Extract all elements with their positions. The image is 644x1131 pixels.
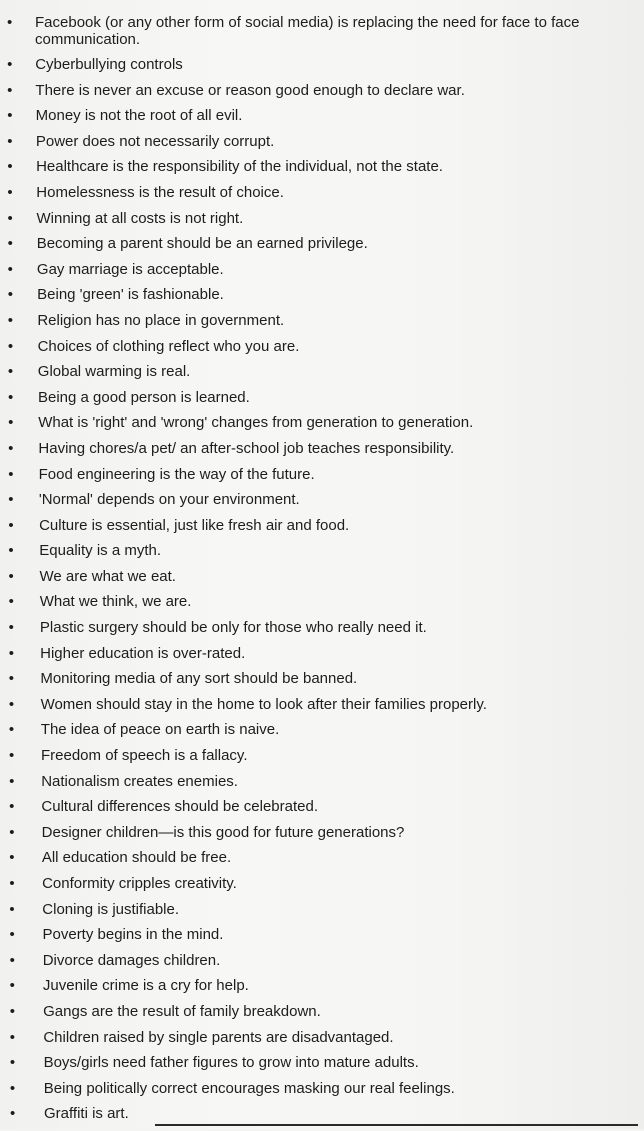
list-item — [0, 645, 644, 671]
list-item-text: We are what we eat. — [39, 567, 176, 585]
topic-list — [0, 14, 644, 1131]
list-item — [0, 107, 644, 133]
list-item-text: Equality is a myth. — [39, 542, 161, 560]
list-item — [0, 696, 644, 722]
list-item-text: 'Normal' depends on your environment. — [38, 491, 300, 509]
list-item — [0, 158, 644, 184]
bullet-marker: • — [7, 183, 13, 201]
bullet-marker: • — [8, 721, 15, 739]
list-item — [0, 338, 644, 364]
list-item-text: Being a good person is learned. — [38, 388, 250, 406]
list-item-text: Plastic surgery should be only for those who really need it. — [39, 619, 427, 637]
list-item-text: Designer children—is this good for future generations? — [41, 823, 405, 841]
list-item — [0, 184, 644, 210]
bullet-marker: • — [9, 798, 15, 816]
list-item-text: Global warming is real. — [37, 363, 191, 381]
bullet-marker: • — [8, 465, 14, 483]
bullet-marker: • — [8, 695, 15, 713]
list-item — [0, 1105, 644, 1131]
bullet-marker: • — [7, 337, 14, 355]
bullet-marker: • — [7, 260, 13, 278]
list-item — [0, 773, 644, 799]
list-item — [0, 312, 644, 338]
list-item — [0, 926, 644, 952]
list-item — [0, 849, 644, 875]
list-item — [0, 133, 644, 159]
bullet-marker: • — [7, 363, 14, 381]
list-item-text: Homelessness is the result of choice. — [36, 183, 284, 201]
list-item-text: Children raised by single parents are disadvantaged. — [43, 1028, 394, 1046]
list-item — [0, 414, 644, 440]
list-item — [0, 977, 644, 1003]
bullet-marker: • — [8, 414, 14, 432]
list-item — [0, 1029, 644, 1055]
list-item-text: Poverty begins in the mind. — [42, 926, 224, 944]
bullet-marker: • — [7, 235, 13, 253]
list-item — [0, 670, 644, 696]
bullet-marker: • — [7, 158, 13, 176]
list-item-text: What is 'right' and 'wrong' changes from generation to generation. — [38, 414, 474, 432]
list-item-text: Cultural differences should be celebrated. — [41, 798, 318, 816]
list-item-text: Food engineering is the way of the future. — [38, 465, 315, 483]
list-item — [0, 824, 644, 850]
list-item-text: Juvenile crime is a cry for help. — [42, 977, 249, 995]
bullet-marker: • — [7, 107, 13, 125]
list-item — [0, 210, 644, 236]
bullet-marker: • — [9, 1028, 16, 1046]
bullet-marker: • — [9, 747, 15, 765]
list-item — [0, 261, 644, 287]
list-item — [0, 363, 644, 389]
bullet-marker: • — [7, 56, 13, 73]
bullet-marker: • — [7, 311, 14, 329]
bullet-marker: • — [7, 14, 13, 31]
list-item-text: Choices of clothing reflect who you are. — [37, 337, 300, 355]
bullet-marker: • — [9, 875, 15, 892]
list-item — [0, 491, 644, 517]
bullet-marker: • — [8, 439, 14, 457]
list-item — [0, 517, 644, 543]
list-item-text: Cyberbullying controls — [35, 56, 183, 73]
bullet-marker: • — [7, 81, 13, 99]
bullet-marker: • — [9, 823, 15, 841]
bullet-marker: • — [7, 209, 13, 227]
list-item-text: Divorce damages children. — [42, 951, 221, 969]
bullet-marker: • — [8, 670, 15, 688]
bullet-marker: • — [9, 1079, 16, 1097]
bullet-marker: • — [10, 1105, 16, 1123]
list-item-text: Gangs are the result of family breakdown. — [43, 1002, 321, 1020]
bullet-marker: • — [9, 1002, 15, 1020]
list-item-text: Boys/girls need father figures to grow into mature adults. — [43, 1054, 419, 1072]
bullet-marker: • — [9, 772, 15, 790]
list-item-text: Facebook (or any other form of social media) is replacing the need for face to face communication. — [35, 14, 580, 48]
list-item — [0, 747, 644, 773]
bottom-rule — [155, 1124, 638, 1126]
list-item — [0, 389, 644, 415]
list-item-text: Monitoring media of any sort should be banned. — [40, 670, 358, 688]
list-item-text: Being politically correct encourages masking our real feelings. — [43, 1079, 455, 1097]
bullet-marker: • — [8, 593, 14, 611]
list-item — [0, 235, 644, 261]
list-item-text: Healthcare is the responsibility of the individual, not the state. — [36, 158, 443, 176]
list-item-text: Gay marriage is acceptable. — [36, 260, 224, 278]
bullet-marker: • — [8, 567, 14, 585]
list-item — [0, 721, 644, 747]
list-item — [0, 440, 644, 466]
bullet-marker: • — [7, 286, 13, 304]
list-item-text: Having chores/a pet/ an after-school job teaches responsibility. — [38, 439, 455, 457]
list-item-text: Cloning is justifiable. — [42, 900, 180, 918]
list-item — [0, 466, 644, 492]
list-item-text: There is never an excuse or reason good enough to declare war. — [35, 81, 465, 99]
list-item — [0, 568, 644, 594]
list-item-text: Conformity cripples creativity. — [42, 875, 237, 892]
bullet-marker: • — [9, 849, 15, 867]
bullet-marker: • — [8, 542, 14, 560]
list-item-text: The idea of peace on earth is naive. — [40, 721, 280, 739]
list-item-text: Money is not the root of all evil. — [35, 107, 243, 125]
list-item-text: Becoming a parent should be an earned privilege. — [36, 235, 368, 253]
list-item-text: Winning at all costs is not right. — [36, 209, 244, 227]
list-item — [0, 952, 644, 978]
list-item-text: Women should stay in the home to look after their families properly. — [40, 695, 487, 713]
list-item-text: Higher education is over-rated. — [40, 644, 246, 662]
list-item — [0, 619, 644, 645]
bullet-marker: • — [8, 516, 14, 534]
bullet-marker: • — [8, 491, 14, 509]
list-item — [0, 1054, 644, 1080]
list-item-text: Nationalism creates enemies. — [41, 772, 238, 790]
bullet-marker: • — [9, 951, 15, 969]
list-item — [0, 286, 644, 312]
list-item — [0, 56, 644, 82]
list-item-text: Power does not necessarily corrupt. — [35, 132, 275, 150]
list-item — [0, 798, 644, 824]
bullet-marker: • — [9, 1054, 16, 1072]
list-item-text: Being 'green' is fashionable. — [37, 286, 224, 304]
bullet-marker: • — [7, 132, 13, 150]
list-item — [0, 901, 644, 927]
list-item — [0, 14, 644, 56]
bullet-marker: • — [8, 644, 14, 662]
list-item — [0, 1080, 644, 1106]
list-item-text: Freedom of speech is a fallacy. — [41, 747, 248, 765]
list-item — [0, 875, 644, 901]
bullet-marker: • — [9, 977, 15, 995]
bullet-marker: • — [8, 619, 14, 637]
list-item — [0, 542, 644, 568]
list-item-text: Culture is essential, just like fresh air and food. — [39, 516, 350, 534]
list-item — [0, 593, 644, 619]
list-item — [0, 82, 644, 108]
bullet-marker: • — [9, 926, 15, 944]
list-item-text: All education should be free. — [41, 849, 232, 867]
bullet-marker: • — [9, 900, 15, 918]
list-item-text: Religion has no place in government. — [37, 311, 285, 329]
list-item-text: What we think, we are. — [39, 593, 192, 611]
list-item-text: Graffiti is art. — [44, 1105, 129, 1123]
bullet-marker: • — [8, 388, 14, 406]
list-item — [0, 1003, 644, 1029]
